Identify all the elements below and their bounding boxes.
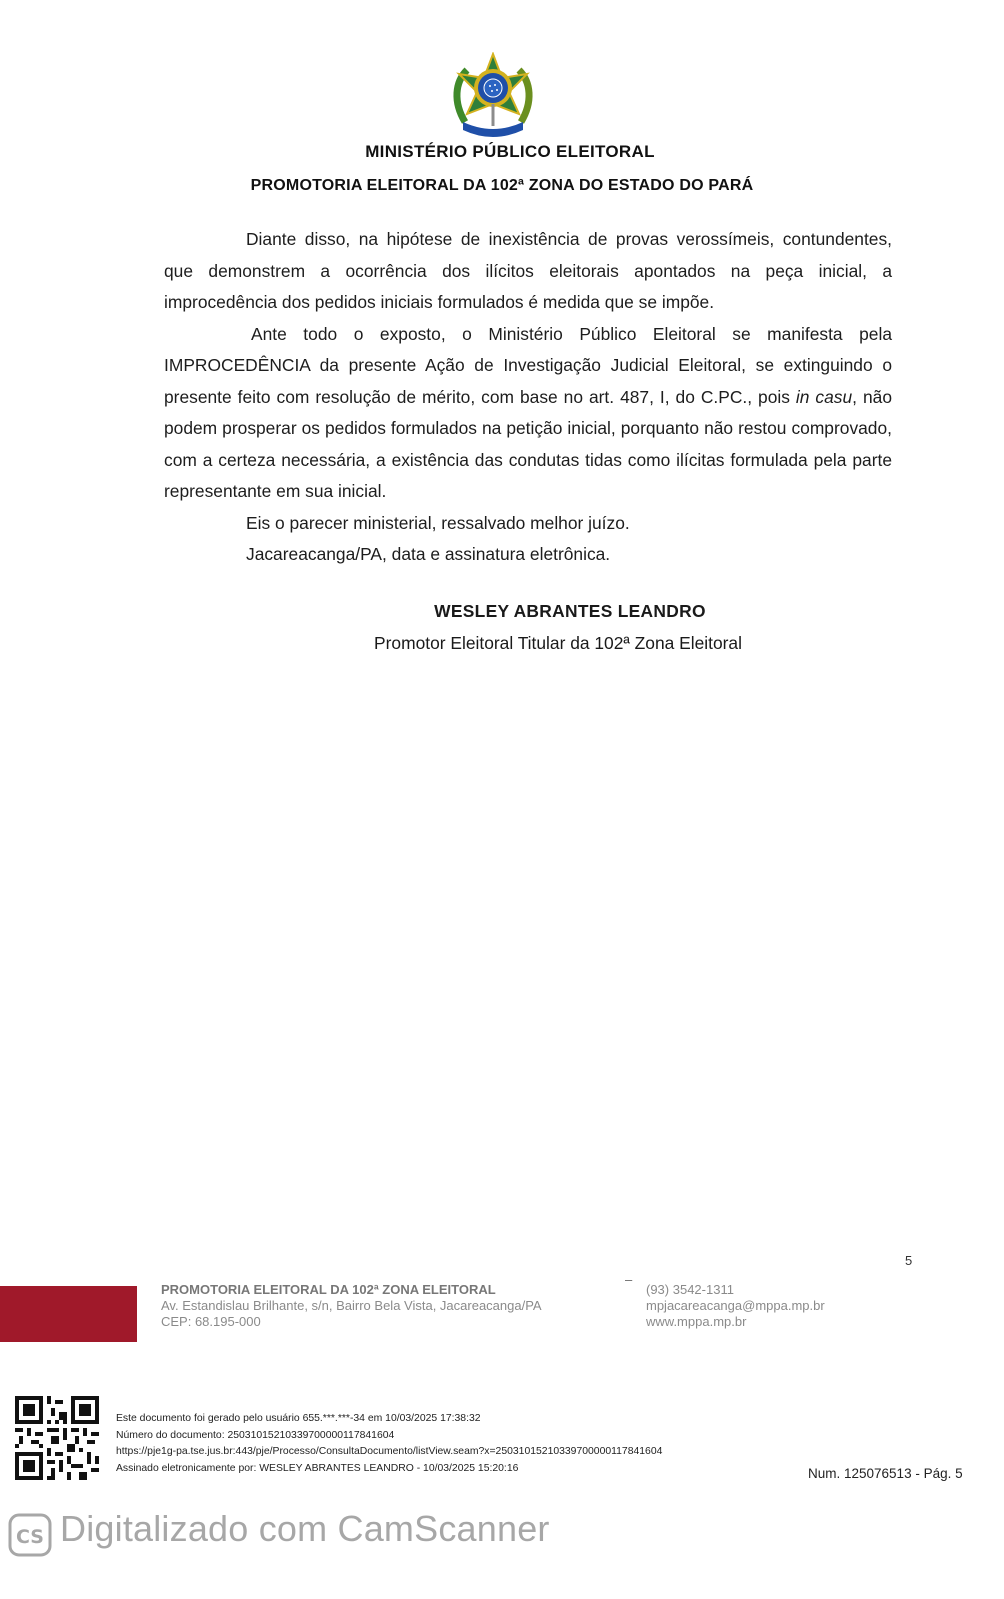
electronic-document-info <box>116 1411 662 1477</box>
footer-address: Av. Estandislau Brilhante, s/n, Bairro Bela Vista, Jacareacanga/PA <box>161 1298 542 1313</box>
footer-cep: CEP: 68.195-000 <box>161 1314 261 1329</box>
footer-office: PROMOTORIA ELEITORAL DA 102ª ZONA ELEITORAL <box>161 1282 496 1297</box>
paragraph-3: Eis o parecer ministerial, ressalvado melhor juízo. <box>246 512 630 533</box>
doc-info-signed-by: Assinado eletronicamente por: WESLEY ABRANTES LEANDRO - 10/03/2025 15:20:16 <box>116 1462 519 1474</box>
doc-info-url[interactable]: https://pje1g-pa.tse.jus.br:443/pje/Processo/ConsultaDocumento/listView.seam?x=25031015210339700000117841604 <box>116 1446 663 1457</box>
institution-title: MINISTÉRIO PÚBLICO ELEITORAL <box>365 142 655 161</box>
footer-contact-block <box>646 1282 825 1330</box>
paragraph-2 <box>164 319 892 508</box>
footer-accent-band <box>0 1286 137 1342</box>
document-body <box>164 224 892 571</box>
doc-info-number: Número do documento: 25031015210339700000117841604 <box>116 1429 395 1441</box>
footer-separator: – <box>625 1272 633 1287</box>
qr-code-icon <box>14 1396 100 1480</box>
paragraph-2-part-2: , não podem prosperar os pedidos formulados na petição inicial, porquanto não restou comprovado, com a certeza necessária, a existência das condutas tidas como ilícitas formulada pela parte representante em sua inicial. <box>164 386 892 501</box>
footer-address-block <box>161 1282 542 1330</box>
paragraph-4: Jacareacanga/PA, data e assinatura eletrônica. <box>246 544 611 564</box>
signer-name: WESLEY ABRANTES LEANDRO <box>434 601 706 621</box>
doc-info-generated: Este documento foi gerado pelo usuário 655.***.***-34 em 10/03/2025 17:38:32 <box>116 1413 481 1424</box>
footer-phone: (93) 3542-1311 <box>646 1282 734 1297</box>
signer-role: Promotor Eleitoral Titular da 102ª Zona Eleitoral <box>374 633 742 653</box>
brazil-coat-of-arms-icon <box>447 52 539 142</box>
paragraph-2-part-1: Ante todo o exposto, o Ministério Público Eleitoral se manifesta pela IMPROCEDÊNCIA da presente Ação de Investigação Judicial Eleitoral, se extinguindo o presente feito com resolução de mérito, com base no art. 487, I, do C.PC., pois <box>164 323 892 407</box>
footer-email[interactable]: mpjacareacanga@mppa.mp.br <box>646 1298 825 1313</box>
footer-website[interactable]: www.mppa.mp.br <box>646 1314 747 1329</box>
page-number: 5 <box>905 1253 913 1268</box>
latin-term: in casu <box>795 386 853 407</box>
camscanner-cs-icon <box>8 1513 52 1557</box>
scanner-watermark: Digitalizado com CamScanner <box>60 1508 550 1549</box>
office-subtitle: PROMOTORIA ELEITORAL DA 102ª ZONA DO ESTADO DO PARÁ <box>250 177 754 194</box>
document-num-page: Num. 125076513 - Pág. 5 <box>808 1466 963 1481</box>
paragraph-1: Diante disso, na hipótese de inexistência de provas verossímeis, contundentes, que demonstrem a ocorrência dos ilícitos eleitorais apontados na peça inicial, a improcedência dos pedidos iniciais formulados é medida que se impõe. <box>164 229 892 312</box>
camscanner-cs-label: CS <box>16 1526 44 1548</box>
